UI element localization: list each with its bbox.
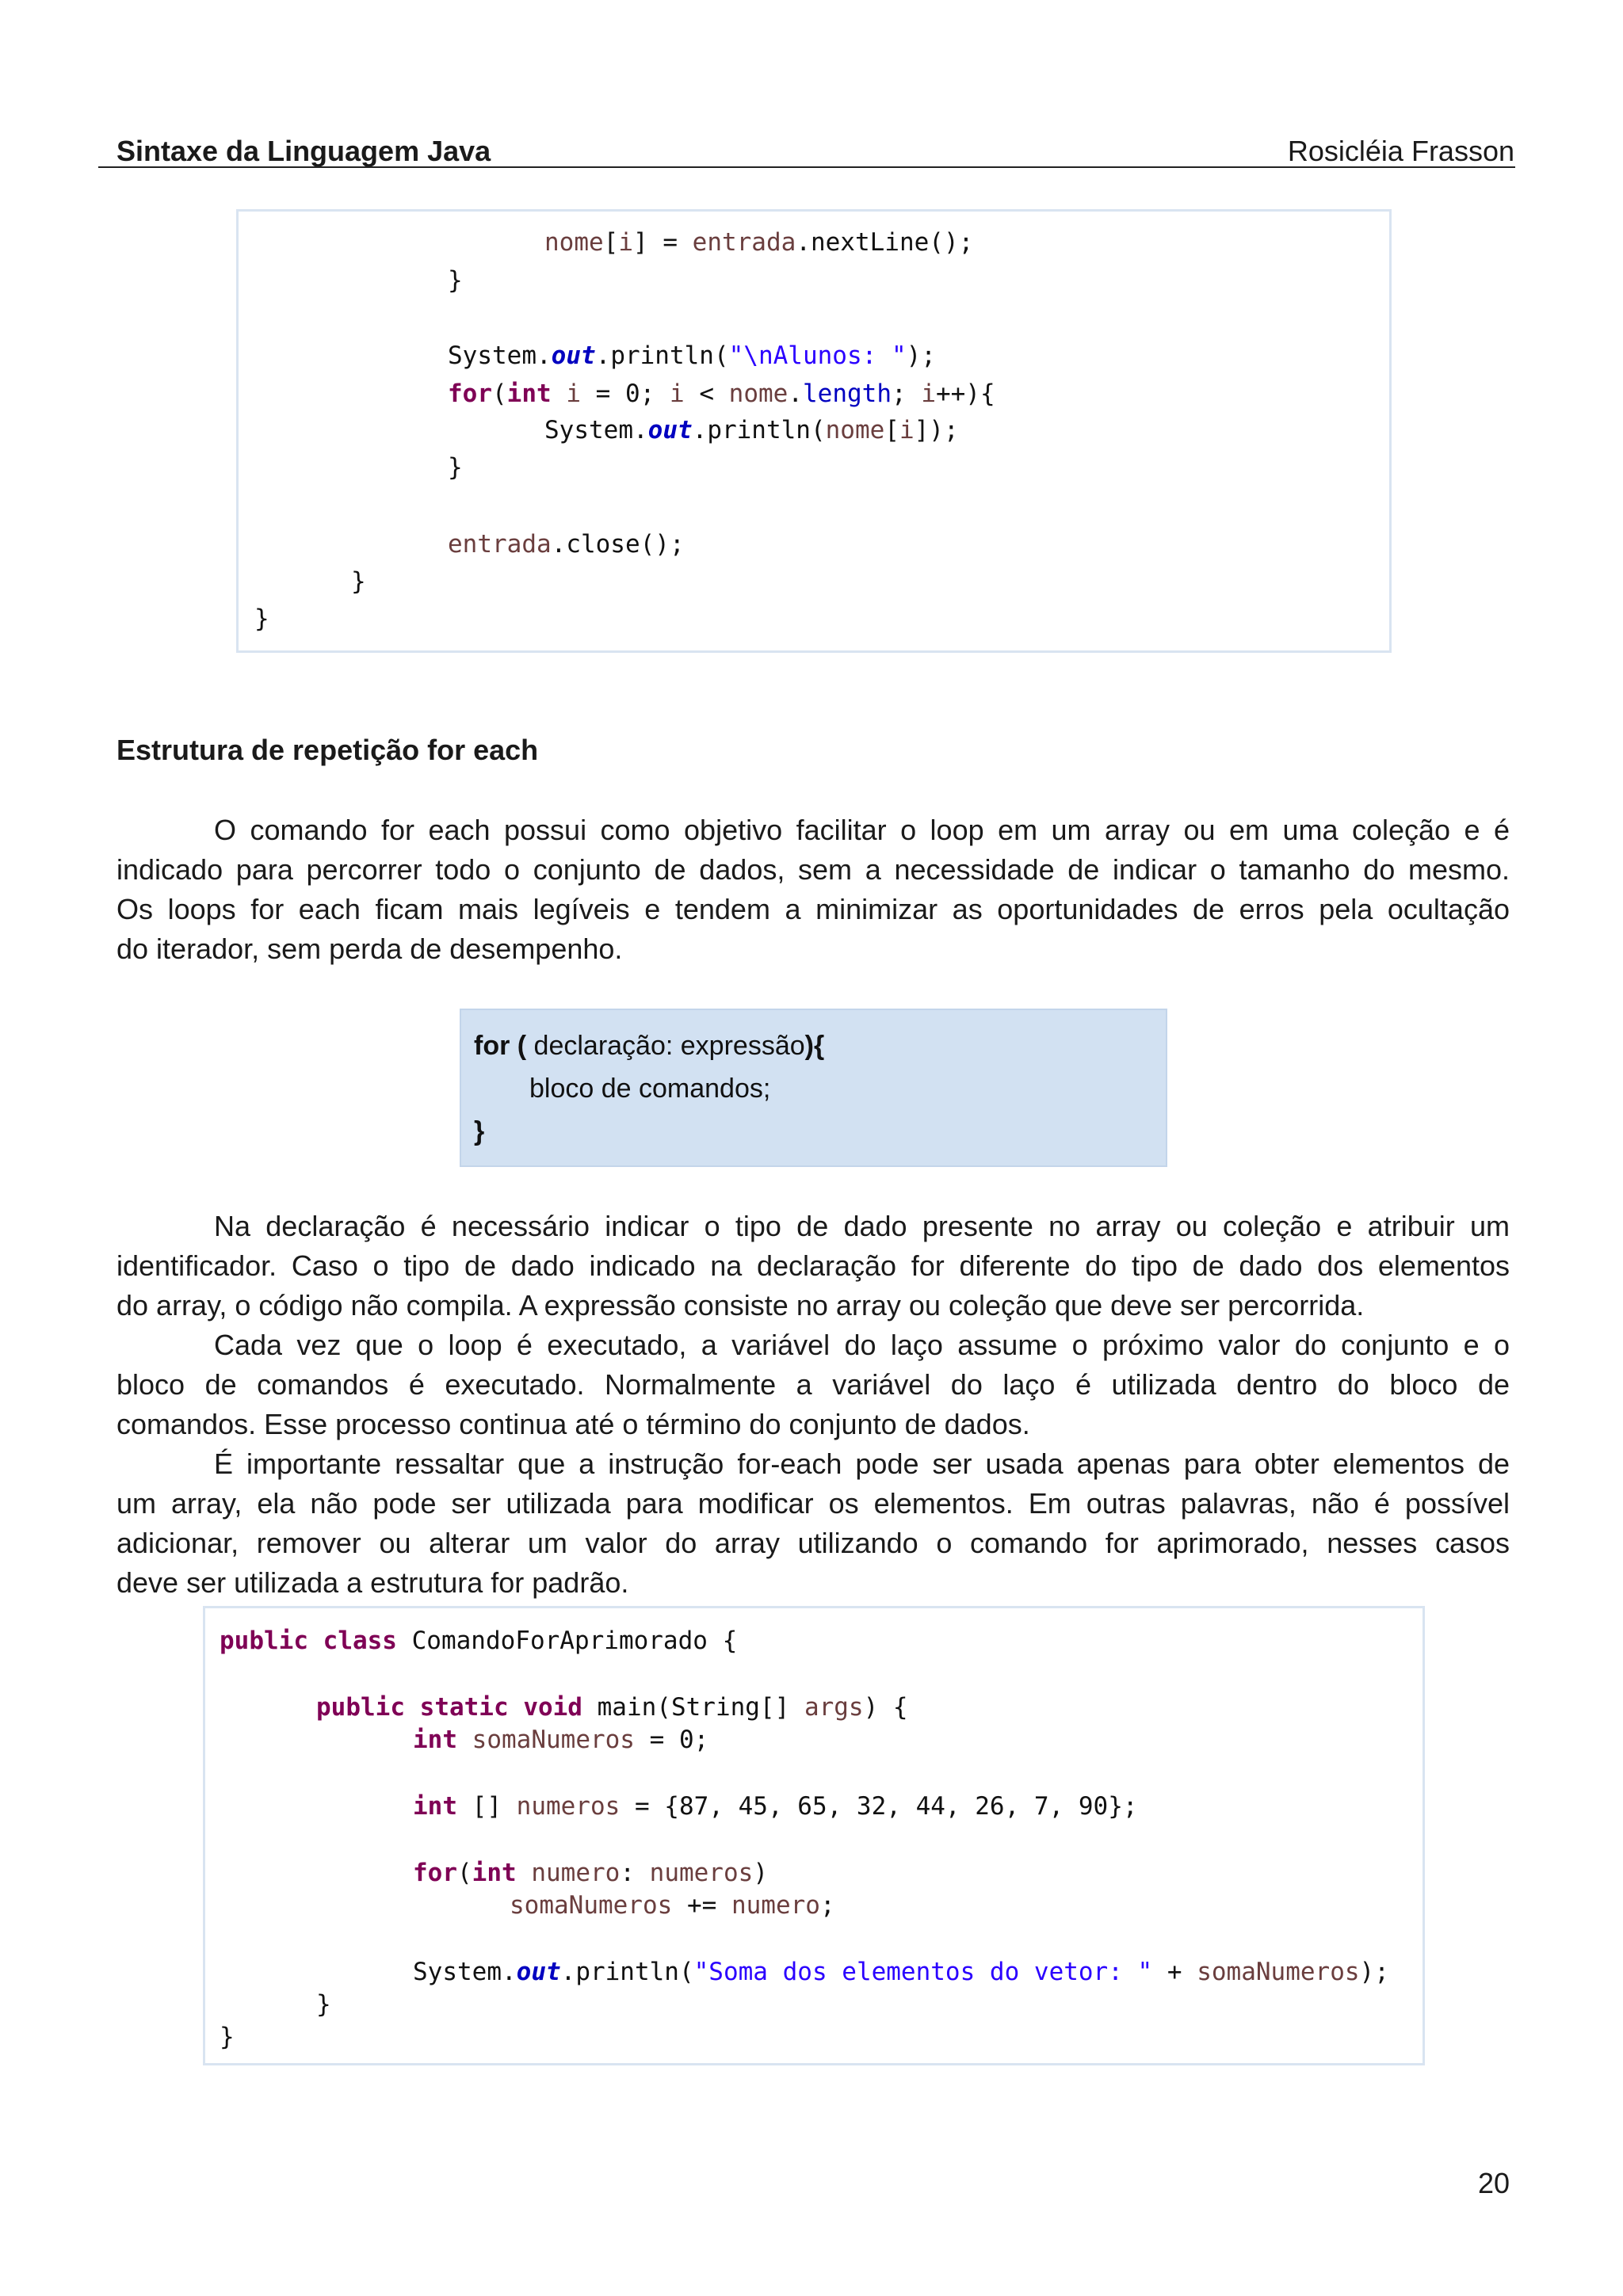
code-line: } <box>448 453 463 482</box>
syntax-for-keyword: for ( <box>474 1031 527 1061</box>
section-heading: Estrutura de repetição for each <box>116 734 539 766</box>
code-line: for(int i = 0; i < nome.length; i++){ <box>448 379 995 408</box>
text-line: deve ser utilizada a estrutura for padrão. <box>116 1566 629 1599</box>
code-line: public static void main(String[] args) { <box>316 1693 908 1722</box>
code-line: } <box>254 605 269 633</box>
code-line: System.out.println(nome[i]); <box>544 416 959 444</box>
text-line: adicionar, remover ou alterar um valor do array utilizando o comando for aprimorado, nesses casos <box>116 1527 1510 1559</box>
text-line: identificador. Caso o tipo de dado indicado na declaração for diferente do tipo de dado dos elementos <box>116 1249 1510 1282</box>
code-line: entrada.close(); <box>448 530 685 559</box>
syntax-close-brace: } <box>474 1116 485 1146</box>
code-block-example <box>203 1606 1425 2065</box>
header-divider <box>98 166 1515 168</box>
paragraph-declaration <box>116 1207 1510 1325</box>
syntax-box <box>460 1009 1167 1167</box>
text-line: do array, o código não compila. A expressão consiste no array ou coleção que deve ser percorrida. <box>116 1289 1365 1322</box>
text-line: um array, ela não pode ser utilizada para modificar os elementos. Em outras palavras, não é possível <box>116 1487 1510 1520</box>
syntax-open-brace: ){ <box>804 1031 825 1061</box>
text-line: comandos. Esse processo continua até o término do conjunto de dados. <box>116 1408 1030 1440</box>
text-line: O comando for each possui como objetivo facilitar o loop em um array ou em uma coleção e é <box>214 814 1510 846</box>
code-line: nome[i] = entrada.nextLine(); <box>544 228 974 257</box>
text-line: do iterador, sem perda de desempenho. <box>116 933 623 965</box>
page-number: 20 <box>1477 2167 1510 2199</box>
syntax-declaration: declaração: expressão <box>526 1031 805 1061</box>
text-line: bloco de comandos é executado. Normalmente a variável do laço é utilizada dentro do bloco de <box>116 1368 1510 1401</box>
text-line: Cada vez que o loop é executado, a variável do laço assume o próximo valor do conjunto e o <box>214 1329 1510 1361</box>
code-line: public class ComandoForAprimorado { <box>220 1627 738 1655</box>
code-block-top <box>236 209 1392 653</box>
running-header-title: Sintaxe da Linguagem Java <box>116 135 491 167</box>
code-line: int [] numeros = {87, 45, 65, 32, 44, 26, 7, 90}; <box>413 1792 1138 1821</box>
syntax-body: bloco de comandos; <box>529 1074 771 1104</box>
code-line: somaNumeros += numero; <box>510 1891 835 1920</box>
text-line: Os loops for each ficam mais legíveis e tendem a minimizar as oportunidades de erros pela ocultação <box>116 893 1510 925</box>
paragraph-loop-execution <box>116 1325 1510 1444</box>
code-line: } <box>448 266 463 295</box>
code-line: } <box>316 1990 331 2019</box>
code-line: } <box>220 2023 235 2051</box>
paragraph-restrictions <box>116 1444 1510 1603</box>
text-line: É importante ressaltar que a instrução for-each pode ser usada apenas para obter elementos de <box>214 1447 1510 1480</box>
text-line: Na declaração é necessário indicar o tipo de dado presente no array ou coleção e atribuir um <box>214 1210 1510 1242</box>
code-line: System.out.println("\nAlunos: "); <box>448 341 936 370</box>
code-line: for(int numero: numeros) <box>413 1859 768 1887</box>
running-header-author: Rosicléia Frasson <box>1287 135 1514 167</box>
syntax-line-header <box>474 1031 824 1062</box>
paragraph-intro <box>116 810 1510 969</box>
code-line: System.out.println("Soma dos elementos do vetor: " + somaNumeros); <box>413 1958 1389 1986</box>
code-line: } <box>351 567 366 596</box>
text-line: indicado para percorrer todo o conjunto de dados, sem a necessidade de indicar o tamanho do mesmo. <box>116 853 1510 886</box>
code-line: int somaNumeros = 0; <box>413 1726 709 1754</box>
